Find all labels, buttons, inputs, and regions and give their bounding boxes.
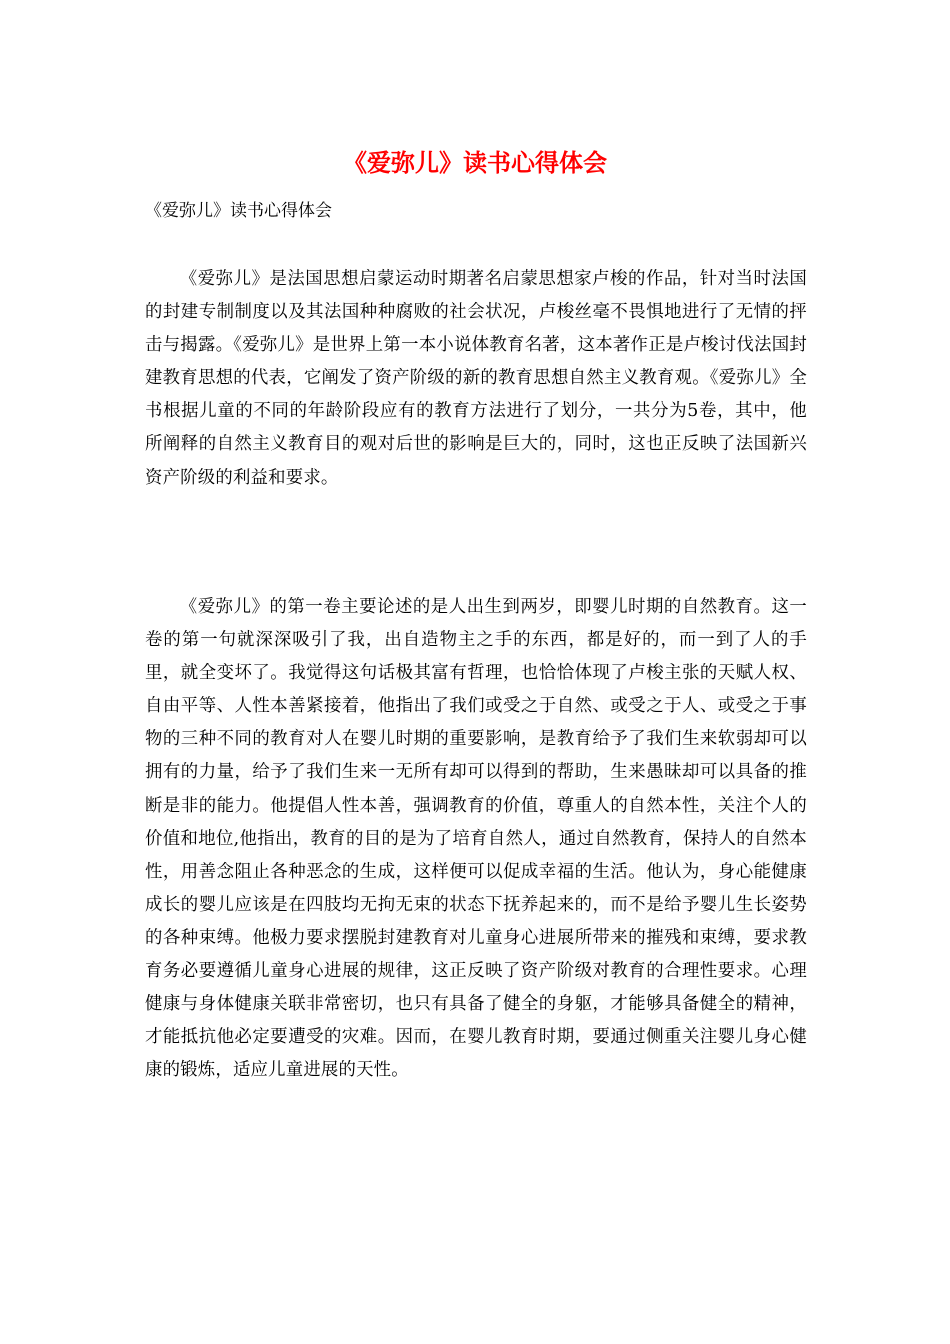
document-title: 《爱弥儿》读书心得体会 — [343, 148, 607, 177]
body-paragraph-1: 《爱弥儿》是法国思想启蒙运动时期著名启蒙思想家卢梭的作品，针对当时法国的封建专制制度以及其法国种种腐败的社会状况，卢梭丝毫不畏惧地进行了无情的抨击与揭露。《爱弥儿》是世界上第一本小说体教育名著，这本著作正是卢梭讨伐法国封建教育思想的代表，它阐发了资产阶级的新的教育思想自然主义教育观。《爱弥儿》全书根据儿童的不同的年龄阶段应有的教育方法进行了划分，一共分为5卷，其中，他所阐释的自然主义教育目的观对后世的影响是巨大的，同时，这也正反映了法国新兴资产阶级的利益和要求。 — [145, 269, 807, 488]
body-paragraph-2: 《爱弥儿》的第一卷主要论述的是人出生到两岁，即婴儿时期的自然教育。这一卷的第一句就深深吸引了我，出自造物主之手的东西，都是好的，而一到了人的手里，就全变坏了。我觉得这句话极其富有哲理，也恰恰体现了卢梭主张的天赋人权、自由平等、人性本善紧接着，他指出了我们或受之于自然、或受之于人、或受之于事物的三种不同的教育对人在婴儿时期的重要影响，是教育给予了我们生来软弱却可以拥有的力量，给予了我们生来一无所有却可以得到的帮助，生来愚昧却可以具备的推断是非的能力。他提倡人性本善，强调教育的价值，尊重人的自然本性，关注个人的价值和地位,他指出，教育的目的是为了培育自然人，通过自然教育，保持人的自然本性，用善念阻止各种恶念的生成，这样便可以促成幸福的生活。他认为，身心能健康成长的婴儿应该是在四肢均无拘无束的状态下抚养起来的，而不是给予婴儿生长姿势的各种束缚。他极力要求摆脱封建教育对儿童身心进展所带来的摧残和束缚，要求教育务必要遵循儿童身心进展的规律，这正反映了资产阶级对教育的合理性要求。心理健康与身体健康关联非常密切，也只有具备了健全的身躯，才能够具备健全的精神，才能抵抗他必定要遭受的灾难。因而，在婴儿教育时期，要通过侧重关注婴儿身心健康的锻炼，适应儿童进展的天性。 — [145, 597, 807, 1081]
document-subtitle: 《爱弥儿》读书心得体会 — [145, 201, 332, 221]
